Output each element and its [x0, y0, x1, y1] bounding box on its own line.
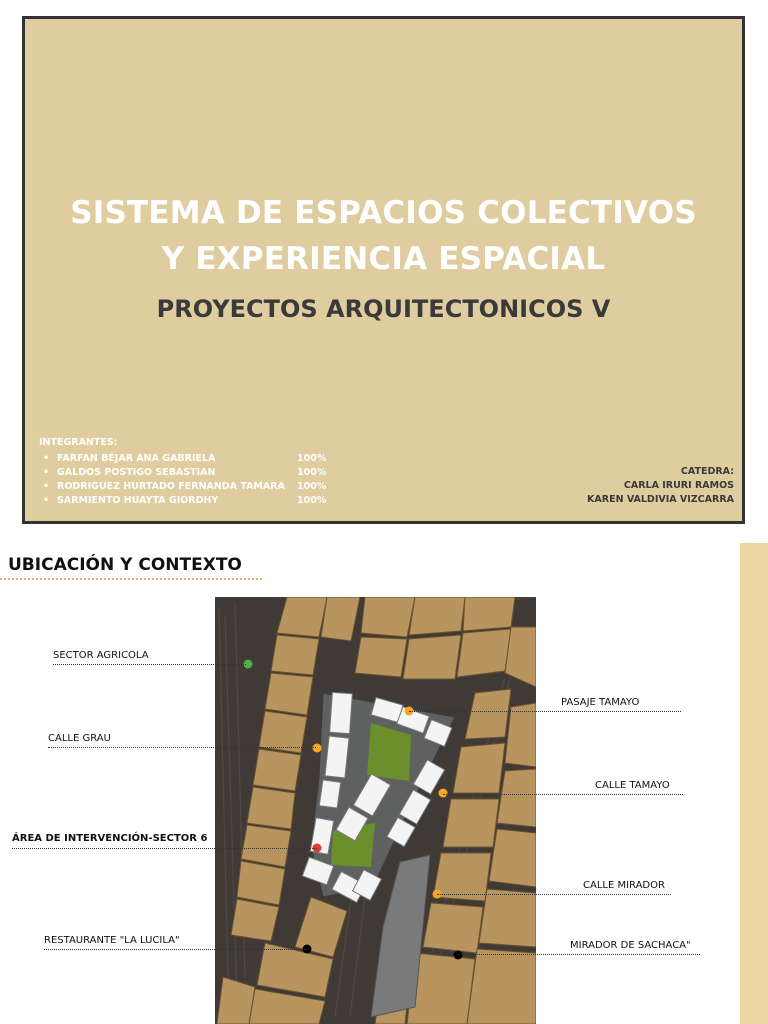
leader-line — [48, 747, 316, 748]
professor-name: KAREN VALDIVIA VIZCARRA — [587, 494, 734, 505]
bullet-icon: • — [43, 480, 50, 492]
leader-line — [437, 894, 671, 895]
label-restaurante: RESTAURANTE "LA LUCILA" — [44, 935, 180, 946]
member-row — [39, 451, 337, 465]
catedra-block — [587, 465, 734, 507]
course-subtitle: PROYECTOS ARQUITECTONICOS V — [156, 295, 611, 323]
leader-line — [53, 664, 246, 665]
label-calle-grau: CALLE GRAU — [48, 733, 111, 744]
professor-name: CARLA IRURI RAMOS — [623, 480, 734, 491]
label-pasaje-tamayo: PASAJE TAMAYO — [561, 697, 640, 708]
leader-line — [44, 949, 307, 950]
member-row — [39, 465, 337, 479]
label-calle-tamayo: CALLE TAMAYO — [595, 780, 670, 791]
member-percentage: 100% — [297, 494, 327, 506]
member-name: SARMIENTO HUAYTA GIORDHY — [57, 494, 219, 506]
bullet-icon: • — [43, 466, 50, 478]
title-line-1: SISTEMA DE ESPACIOS COLECTIVOS — [70, 195, 697, 231]
leader-line — [458, 954, 700, 955]
member-row — [39, 493, 337, 507]
bullet-icon: • — [43, 494, 50, 506]
title-line-2: Y EXPERIENCIA ESPACIAL — [161, 241, 606, 277]
label-mirador-sachaca: MIRADOR DE SACHACA" — [570, 940, 691, 951]
leader-line — [443, 794, 683, 795]
leader-line — [409, 711, 681, 712]
member-row — [39, 479, 337, 493]
site-map — [215, 597, 536, 1024]
section-divider — [0, 578, 262, 580]
label-area-intervencion: ÁREA DE INTERVENCIÓN-SECTOR 6 — [12, 833, 208, 844]
leader-line — [12, 848, 317, 849]
cover-panel — [22, 16, 745, 524]
label-sector-agricola: SECTOR AGRICOLA — [53, 650, 149, 661]
team-list — [39, 437, 337, 507]
member-percentage: 100% — [297, 480, 327, 492]
member-name: GALDOS POSTIGO SEBASTIAN — [57, 466, 216, 478]
member-percentage: 100% — [297, 452, 327, 464]
member-name: FARFAN BÉJAR ANA GABRIELA — [57, 452, 216, 464]
label-calle-mirador: CALLE MIRADOR — [583, 880, 665, 891]
member-name: RODRIGUEZ HURTADO FERNANDA TAMARA — [57, 480, 285, 492]
decorative-strip — [740, 543, 768, 1024]
section-title: UBICACIÓN Y CONTEXTO — [8, 555, 242, 575]
catedra-heading: CATEDRA: — [680, 466, 734, 477]
team-heading: INTEGRANTES: — [39, 437, 118, 448]
bullet-icon: • — [43, 452, 50, 464]
member-percentage: 100% — [297, 466, 327, 478]
